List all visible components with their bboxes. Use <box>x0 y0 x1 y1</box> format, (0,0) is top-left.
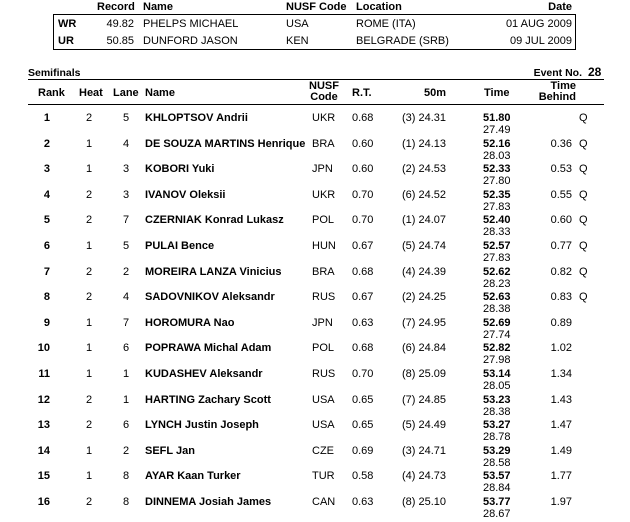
heat-cell: 1 <box>86 368 93 380</box>
second-split: 27.83 <box>483 252 511 264</box>
qualified-marker: Q <box>579 188 588 201</box>
record-type: UR <box>58 35 74 47</box>
behind-header-line2: Behind <box>538 91 576 103</box>
split-50m: (1) 24.13 <box>402 137 447 150</box>
heat-cell: 1 <box>86 240 93 252</box>
split-50m: (6) 24.84 <box>402 342 447 355</box>
reaction-time: 0.68 <box>352 265 374 278</box>
rank-cell: 16 <box>37 496 50 508</box>
rank-cell: 7 <box>43 265 50 278</box>
final-time: 53.77 <box>483 496 511 508</box>
record-code: USA <box>286 18 309 30</box>
time-header: Time <box>484 87 510 99</box>
reaction-time: 0.65 <box>352 419 374 432</box>
second-split: 27.98 <box>483 354 511 367</box>
time-behind: 0.77 <box>550 240 572 252</box>
qualified-marker: Q <box>579 214 588 227</box>
final-time: 52.35 <box>483 188 511 201</box>
record-date: 01 AUG 2009 <box>505 18 572 30</box>
nusf-header <box>308 81 340 103</box>
reaction-time: 0.63 <box>352 316 374 329</box>
swimmer-name: KUDASHEV Aleksandr <box>145 368 263 380</box>
heat-cell: 2 <box>86 188 93 201</box>
lane-cell: 4 <box>123 137 130 150</box>
split-50m: (7) 24.85 <box>402 393 447 406</box>
swimmer-name: SEFL Jan <box>145 444 195 457</box>
time-behind: 0.53 <box>550 163 572 176</box>
reaction-time: 0.69 <box>352 444 374 457</box>
swimmer-name: KOBORI Yuki <box>145 163 215 176</box>
swimmer-name: IVANOV Oleksii <box>145 188 226 201</box>
final-time: 53.23 <box>483 393 511 406</box>
rank-cell: 14 <box>37 444 50 457</box>
nation-code: BRA <box>312 265 335 278</box>
final-time: 53.14 <box>483 368 511 380</box>
location-header: Location <box>356 1 402 13</box>
rank-cell: 11 <box>38 368 50 380</box>
heat-header: Heat <box>79 87 103 99</box>
reaction-time: 0.70 <box>352 368 374 380</box>
result-row <box>28 214 604 240</box>
swimmer-name: LYNCH Justin Joseph <box>145 419 259 432</box>
time-behind: 1.97 <box>550 496 572 508</box>
rt-header: R.T. <box>352 87 372 99</box>
split-50m: (5) 24.49 <box>402 419 447 432</box>
rank-cell: 8 <box>43 291 50 304</box>
result-row <box>28 240 604 266</box>
time-behind: 0.82 <box>550 265 572 278</box>
reaction-time: 0.68 <box>352 112 374 124</box>
reaction-time: 0.58 <box>352 470 374 483</box>
heat-cell: 2 <box>86 265 93 278</box>
swimmer-name: POPRAWA Michal Adam <box>145 342 272 355</box>
second-split: 28.38 <box>483 303 511 316</box>
heat-cell: 1 <box>86 470 93 483</box>
heat-cell: 2 <box>86 496 93 508</box>
nusf-header-line1: NUSF <box>309 80 339 92</box>
rank-cell: 1 <box>43 112 50 124</box>
reaction-time: 0.67 <box>352 240 374 252</box>
final-time: 53.27 <box>483 419 511 432</box>
split-50m: (5) 24.74 <box>402 240 447 252</box>
record-date: 09 JUL 2009 <box>510 35 572 47</box>
rank-cell: 4 <box>43 188 50 201</box>
result-row <box>28 445 604 471</box>
time-behind: 1.49 <box>550 444 572 457</box>
record-holder: DUNFORD JASON <box>143 35 238 47</box>
lane-cell: 5 <box>123 240 130 252</box>
split-50m: (2) 24.53 <box>402 163 447 176</box>
lane-cell: 1 <box>123 393 130 406</box>
nation-code: RUS <box>312 368 336 380</box>
lane-cell: 3 <box>123 188 130 201</box>
nation-code: UKR <box>312 112 336 124</box>
lane-cell: 5 <box>123 112 130 124</box>
reaction-time: 0.68 <box>352 342 374 355</box>
swimmer-name: AYAR Kaan Turker <box>145 470 241 483</box>
second-split: 27.80 <box>483 175 511 188</box>
split-50m: (4) 24.73 <box>402 470 447 483</box>
final-time: 52.82 <box>483 342 511 355</box>
final-time: 52.69 <box>483 316 511 329</box>
final-time: 52.63 <box>483 291 511 304</box>
rank-cell: 3 <box>43 163 50 176</box>
qualified-marker: Q <box>579 137 588 150</box>
semifinals-title: Semifinals <box>28 67 81 79</box>
nusf-code-header: NUSF Code <box>286 1 347 13</box>
result-row <box>28 419 604 445</box>
swimmer-name: KHLOPTSOV Andrii <box>145 112 248 124</box>
heat-cell: 2 <box>86 419 93 432</box>
time-behind: 0.60 <box>550 214 572 227</box>
heat-cell: 2 <box>86 214 93 227</box>
final-time: 52.62 <box>483 265 511 278</box>
swimmer-name: PULAI Bence <box>145 240 215 252</box>
time-behind: 0.36 <box>550 137 572 150</box>
nation-code: POL <box>312 342 335 355</box>
final-time: 52.57 <box>483 240 511 252</box>
reaction-time: 0.65 <box>352 393 374 406</box>
heat-cell: 2 <box>86 291 93 304</box>
time-behind: 1.43 <box>550 393 572 406</box>
final-time: 52.33 <box>483 163 511 176</box>
swimmer-name: SADOVNIKOV Aleksandr <box>145 291 275 304</box>
record-code: KEN <box>286 35 309 47</box>
swimmer-name: HARTING Zachary Scott <box>145 393 271 406</box>
header-rule <box>28 104 604 105</box>
rank-cell: 6 <box>43 240 50 252</box>
time-behind: 1.47 <box>550 419 572 432</box>
swimmer-name: CZERNIAK Konrad Lukasz <box>145 214 284 227</box>
split-50m: (8) 25.10 <box>402 496 447 508</box>
reaction-time: 0.60 <box>352 163 374 176</box>
second-split: 28.23 <box>483 277 511 290</box>
name-header: Name <box>145 87 175 99</box>
rank-cell: 5 <box>43 214 50 227</box>
time-behind: 1.77 <box>550 470 572 483</box>
final-time: 53.29 <box>483 444 511 457</box>
nation-code: POL <box>312 214 335 227</box>
heat-cell: 1 <box>86 444 93 457</box>
qualified-marker: Q <box>579 112 588 124</box>
second-split: 28.38 <box>483 405 511 418</box>
result-row <box>28 163 604 189</box>
final-time: 53.57 <box>483 470 511 483</box>
qualified-marker: Q <box>579 240 588 252</box>
result-row <box>28 342 604 368</box>
time-behind: 1.02 <box>550 342 572 355</box>
lane-cell: 8 <box>123 496 130 508</box>
swimmer-name: DE SOUZA MARTINS Henrique <box>145 137 306 150</box>
result-row <box>28 112 604 138</box>
nation-code: JPN <box>312 316 333 329</box>
second-split: 28.78 <box>483 431 511 444</box>
swimmer-name: HOROMURA Nao <box>145 316 235 329</box>
split-50m: (3) 24.71 <box>402 444 447 457</box>
nation-code: BRA <box>312 137 335 150</box>
second-split: 27.74 <box>483 328 511 341</box>
qualified-marker: Q <box>579 163 588 176</box>
reaction-time: 0.70 <box>352 188 374 201</box>
rank-cell: 10 <box>37 342 50 355</box>
reaction-time: 0.60 <box>352 137 374 150</box>
record-location: ROME (ITA) <box>356 18 416 30</box>
split-50m: (6) 24.52 <box>402 188 447 201</box>
reaction-time: 0.63 <box>352 496 374 508</box>
nation-code: HUN <box>312 240 336 252</box>
result-row <box>28 317 604 343</box>
second-split: 28.33 <box>483 226 511 239</box>
nation-code: JPN <box>312 163 333 176</box>
result-row <box>28 266 604 292</box>
final-time: 52.16 <box>483 137 511 150</box>
split-50m: (3) 24.31 <box>402 112 447 124</box>
split-50m: (2) 24.25 <box>402 291 447 304</box>
rank-header: Rank <box>38 87 65 99</box>
split-50m: (7) 24.95 <box>402 316 447 329</box>
lane-cell: 6 <box>123 342 130 355</box>
second-split: 27.49 <box>483 124 511 136</box>
lane-header: Lane <box>113 87 139 99</box>
heat-cell: 1 <box>86 316 93 329</box>
nation-code: CZE <box>312 444 334 457</box>
lane-cell: 8 <box>123 470 130 483</box>
nation-code: USA <box>312 419 335 432</box>
lane-cell: 1 <box>123 368 130 380</box>
lane-cell: 3 <box>123 163 130 176</box>
second-split: 28.58 <box>483 456 511 469</box>
second-split: 27.83 <box>483 200 511 213</box>
heat-cell: 1 <box>86 342 93 355</box>
time-behind: 0.55 <box>550 188 572 201</box>
reaction-time: 0.67 <box>352 291 374 304</box>
second-split: 28.67 <box>483 508 511 520</box>
second-split: 28.84 <box>483 482 511 495</box>
record-type: WR <box>58 18 77 30</box>
behind-header <box>532 81 576 103</box>
result-row <box>28 189 604 215</box>
name-header: Name <box>143 1 173 13</box>
time-behind: 1.34 <box>550 368 572 380</box>
lane-cell: 7 <box>123 214 130 227</box>
rank-cell: 15 <box>37 470 50 483</box>
lane-cell: 6 <box>123 419 130 432</box>
swimmer-name: DINNEMA Josiah James <box>145 496 272 508</box>
heat-cell: 2 <box>86 393 93 406</box>
rank-cell: 2 <box>43 137 50 150</box>
record-time: 50.85 <box>106 35 134 47</box>
nation-code: RUS <box>312 291 336 304</box>
reaction-time: 0.70 <box>352 214 374 227</box>
rank-cell: 13 <box>37 419 50 432</box>
record-time: 49.82 <box>106 18 134 30</box>
date-header: Date <box>548 1 572 13</box>
second-split: 28.03 <box>483 149 511 162</box>
split-header: 50m <box>424 87 447 99</box>
event-number: 28 <box>588 65 602 79</box>
event-label: Event No. <box>533 67 582 79</box>
qualified-marker: Q <box>579 265 588 278</box>
behind-header-line1: Time <box>550 80 576 92</box>
lane-cell: 4 <box>123 291 130 304</box>
heat-cell: 1 <box>86 137 93 150</box>
split-50m: (4) 24.39 <box>402 265 447 278</box>
nation-code: TUR <box>312 470 335 483</box>
record-holder: PHELPS MICHAEL <box>143 18 239 30</box>
result-row <box>28 470 604 496</box>
result-row <box>28 138 604 164</box>
nation-code: UKR <box>312 188 336 201</box>
split-50m: (8) 25.09 <box>402 368 447 380</box>
final-time: 51.80 <box>483 112 511 124</box>
second-split: 28.05 <box>483 380 511 392</box>
result-row <box>28 394 604 420</box>
lane-cell: 2 <box>123 265 130 278</box>
nation-code: USA <box>312 393 335 406</box>
heat-cell: 2 <box>86 112 93 124</box>
lane-cell: 2 <box>123 444 130 457</box>
rank-cell: 12 <box>37 393 50 406</box>
qualified-marker: Q <box>579 291 588 304</box>
time-behind: 0.83 <box>550 291 572 304</box>
record-header: Record <box>97 1 135 13</box>
time-behind: 0.89 <box>550 316 572 329</box>
lane-cell: 7 <box>123 316 130 329</box>
rank-cell: 9 <box>43 316 50 329</box>
heat-cell: 1 <box>86 163 93 176</box>
result-row <box>28 291 604 317</box>
result-row <box>28 368 604 394</box>
split-50m: (1) 24.07 <box>402 214 447 227</box>
final-time: 52.40 <box>483 214 511 227</box>
swimmer-name: MOREIRA LANZA Vinicius <box>145 265 282 278</box>
record-location: BELGRADE (SRB) <box>356 35 449 47</box>
nation-code: CAN <box>312 496 336 508</box>
nusf-header-line2: Code <box>310 91 338 103</box>
